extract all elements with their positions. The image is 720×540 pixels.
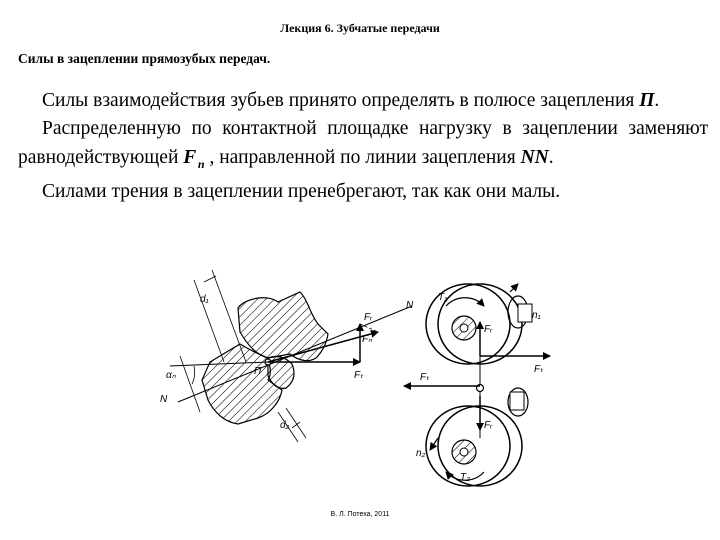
gear-forces-figure: [150, 262, 570, 497]
d1-dim-arrow: [204, 276, 216, 282]
label-ft-left: Fₜ: [420, 372, 430, 383]
paragraph-2-text2: , направленной по линии зацепления: [204, 146, 521, 168]
paragraph-2-text: Распределенную по контактной площадке нагрузку в зацеплении заменяют равнодействующей: [18, 118, 708, 168]
label-n2: n₂: [416, 448, 426, 459]
paragraph-2-end: .: [548, 146, 554, 168]
force-fn-letter: F: [183, 146, 197, 168]
label-fr-bottom: Fᵣ: [484, 420, 493, 431]
alpha-arc: [192, 366, 195, 384]
footer-author: В. Л. Потеха, 2011: [330, 511, 390, 518]
lecture-header: Лекция 6. Зубчатые передачи: [280, 21, 440, 35]
pole-symbol: П: [639, 90, 655, 111]
force-fn: [183, 146, 205, 171]
lower-gear: [426, 388, 528, 486]
section-subtitle: Силы в зацеплении прямозубых передач.: [18, 51, 271, 66]
tooth-contact-view: [160, 270, 414, 442]
paragraph-2: [18, 115, 708, 178]
label-n-top: N: [406, 300, 414, 311]
gear-pair-view: [404, 284, 550, 486]
paragraph-1-end: .: [654, 90, 660, 111]
label-ft: Fₜ: [354, 370, 364, 381]
label-d2: d₂: [280, 420, 290, 431]
label-d1: d₁: [200, 294, 209, 305]
force-fn-sub: n: [197, 156, 205, 171]
body-text: [18, 87, 708, 207]
gear-forces-diagram: [150, 262, 570, 492]
label-pole: П: [254, 366, 262, 377]
label-ft-right: Fₜ: [534, 364, 544, 375]
label-t1: T₁: [438, 292, 448, 303]
line-nn-symbol: NN: [520, 146, 549, 168]
label-n-bottom: N: [160, 394, 168, 405]
label-fr: Fᵣ: [364, 312, 373, 323]
torque-t1-arc: [446, 298, 484, 306]
label-t2: T₂: [460, 472, 470, 483]
paragraph-1-text: Силы взаимодействия зубьев принято определять в полюсе зацепления: [42, 90, 640, 111]
rotation-n2-arrow: [430, 438, 438, 450]
d1-dim-line-a: [194, 280, 224, 362]
rotation-n1-arrow: [510, 284, 518, 292]
label-alpha: αₙ: [166, 370, 176, 381]
paragraph-3: Силами трения в зацеплении пренебрегают, так как они малы.: [42, 181, 561, 203]
fn-dash: [360, 324, 378, 332]
label-n1: n₁: [532, 310, 541, 321]
label-fn: Fₙ: [362, 334, 373, 345]
paragraph-1: [18, 87, 708, 115]
label-fr-top: Fᵣ: [484, 324, 493, 335]
